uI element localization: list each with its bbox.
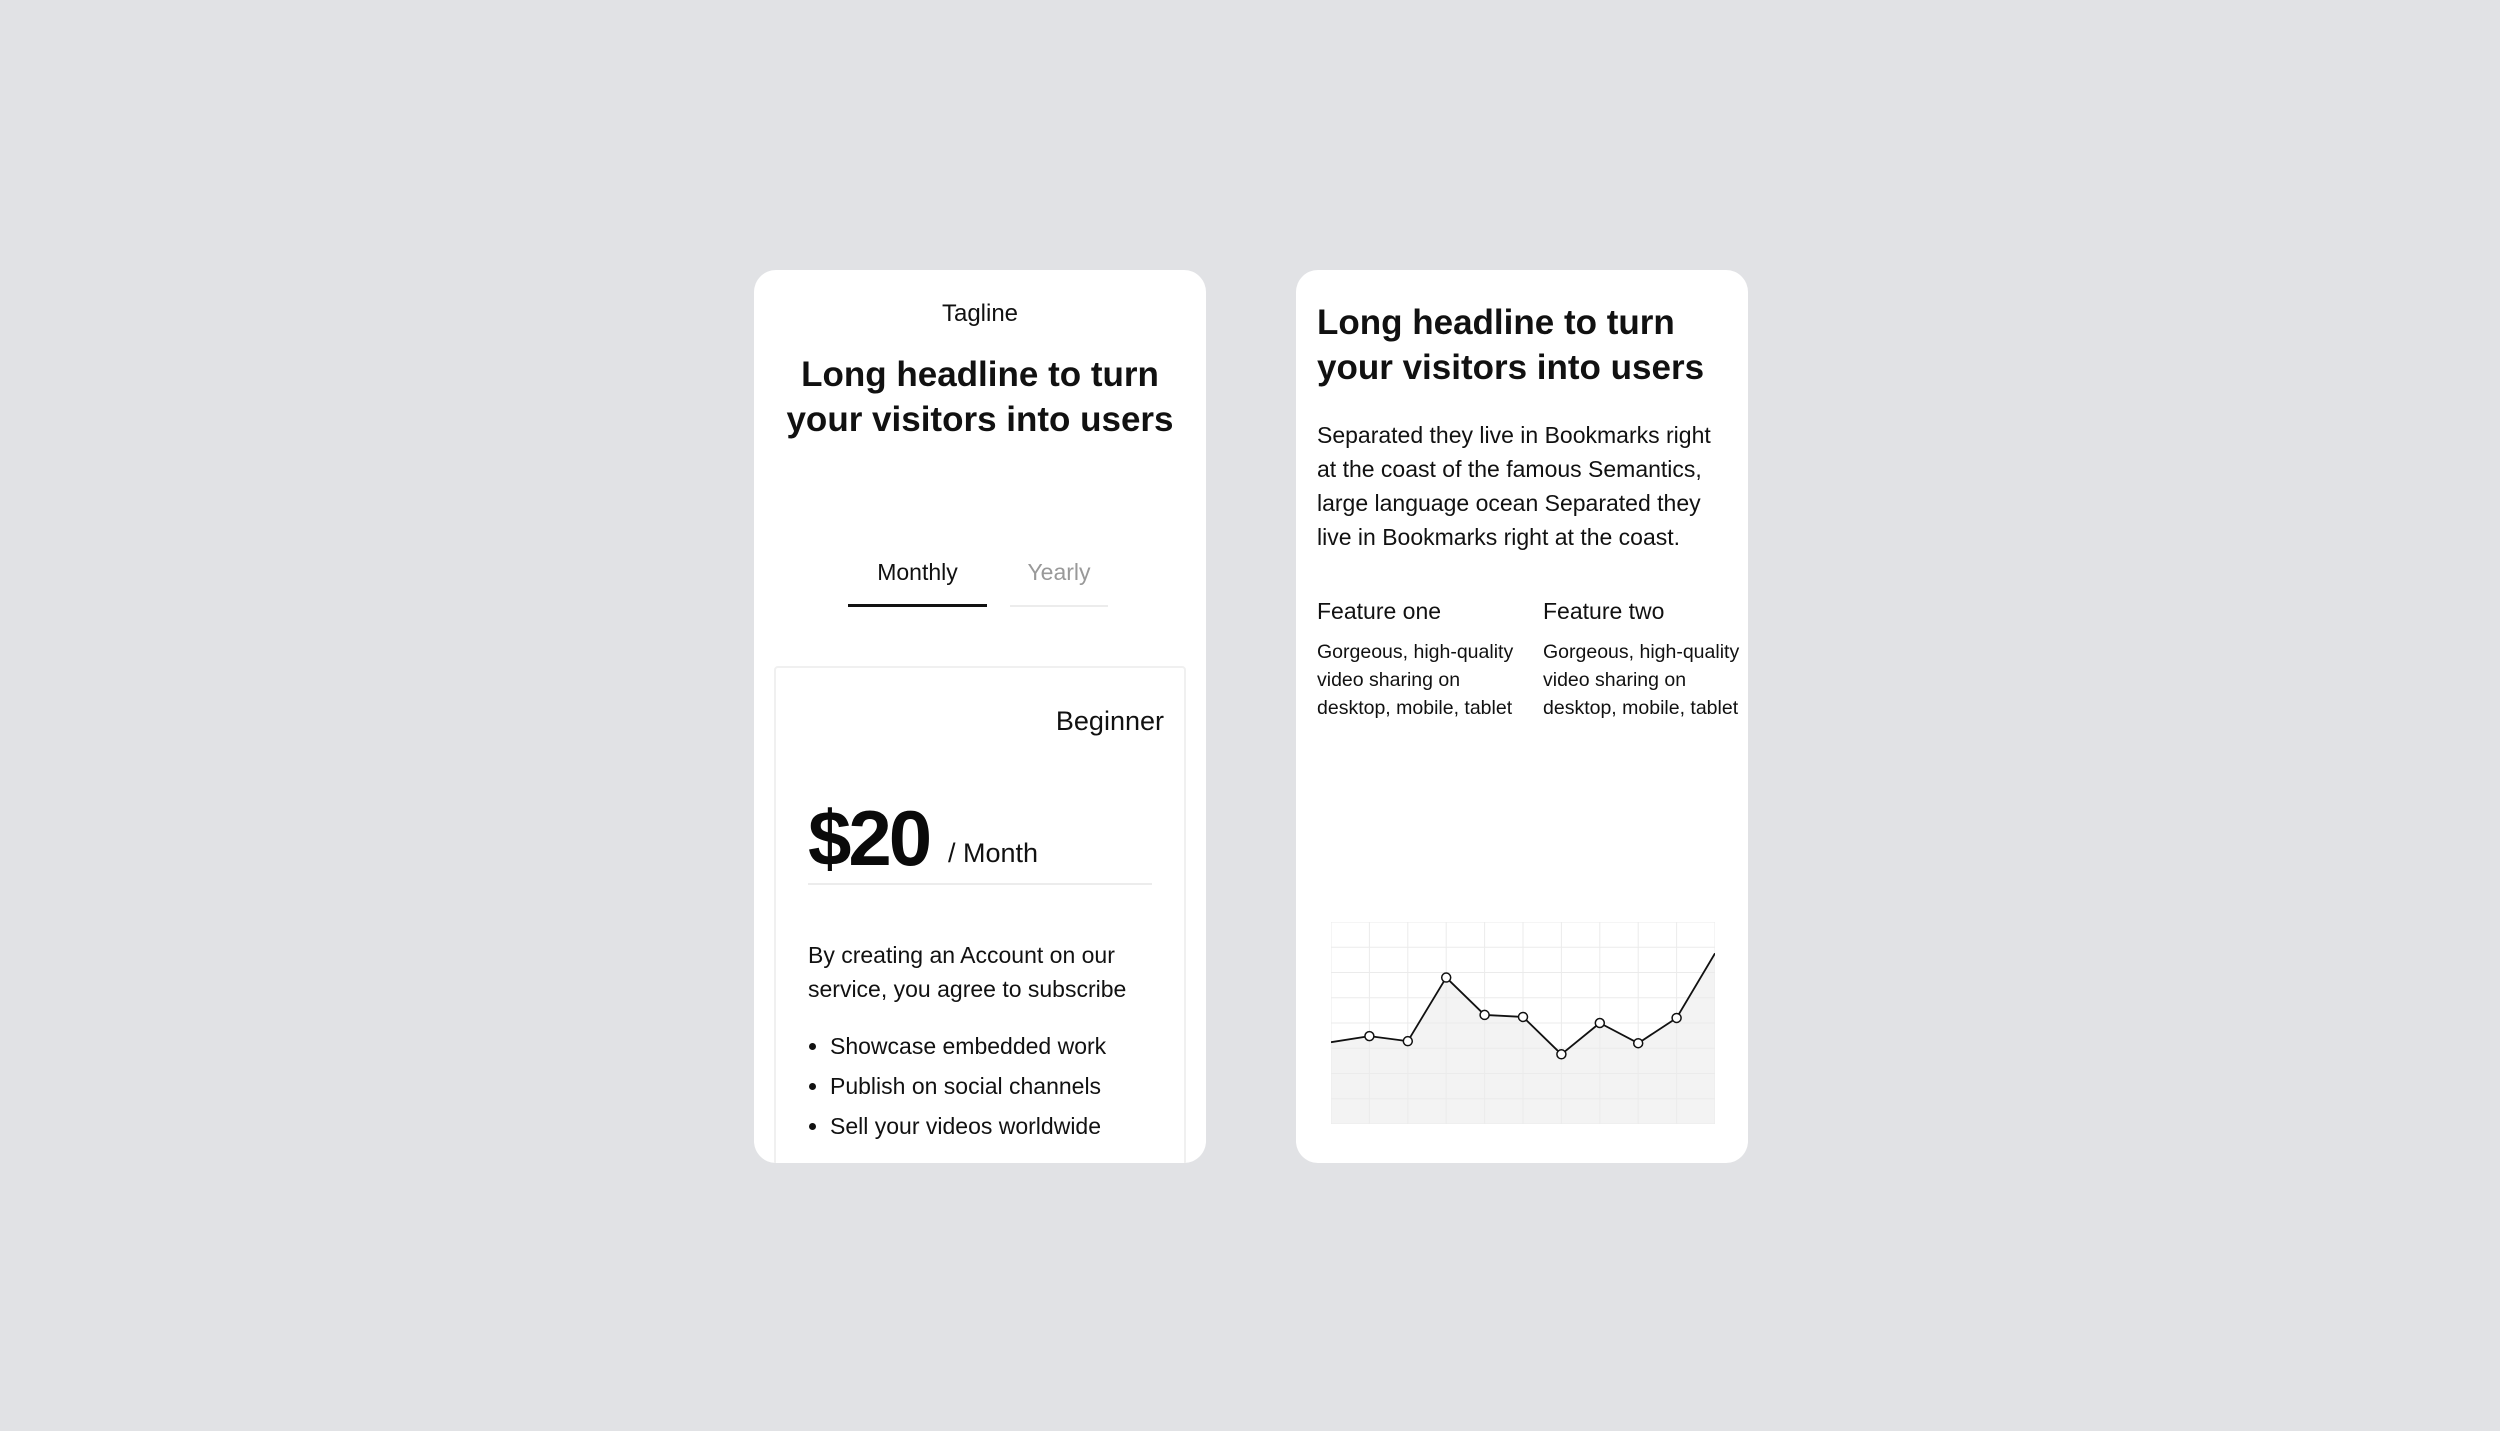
plan-box (774, 666, 1186, 1163)
chart-data-point (1403, 1037, 1412, 1046)
plan-price: $20 (808, 794, 930, 882)
list-item: • Showcase embedded work (830, 1026, 1106, 1066)
info-card (1296, 270, 1748, 1163)
feature-title: Feature two (1543, 598, 1665, 624)
feature-description: Gorgeous, high-quality video sharing on desktop, mobile, tablet (1543, 641, 1740, 719)
tab-monthly[interactable]: Monthly (848, 557, 987, 607)
chart-data-point (1442, 973, 1451, 982)
plan-period: / Month (948, 838, 1039, 868)
info-body-text: Separated they live in Bookmarks right at the coast of the famous Semantics, large language ocean Separated they live in Bookmarks right at the coast. (1317, 422, 1711, 550)
chart-data-point (1595, 1019, 1604, 1028)
chart-data-point (1672, 1013, 1681, 1022)
plan-feature-list (808, 1026, 1106, 1146)
chart-data-point (1557, 1050, 1566, 1059)
chart-data-point (1365, 1032, 1374, 1041)
chart-data-point (1480, 1010, 1489, 1019)
chart-data-point (1634, 1039, 1643, 1048)
feature-title: Feature one (1317, 598, 1442, 624)
list-item: • Publish on social channels (830, 1066, 1106, 1106)
chart-data-point (1519, 1012, 1528, 1021)
info-headline: Long headline to turn your visitors into users (1317, 303, 1705, 387)
feature-one (1317, 596, 1517, 722)
line-chart (1331, 922, 1715, 1124)
list-item: • Sell your videos worldwide (830, 1106, 1106, 1146)
tagline: Tagline (941, 300, 1019, 327)
feature-two (1543, 596, 1743, 722)
plan-agreement-text: By creating an Account on our service, you agree to subscribe (808, 942, 1127, 1002)
pricing-headline: Long headline to turn your visitors into users (786, 355, 1174, 439)
billing-period-tabs (754, 557, 1206, 607)
feature-description: Gorgeous, high-quality video sharing on desktop, mobile, tablet (1317, 641, 1514, 719)
plan-name: Beginner (1055, 706, 1164, 736)
pricing-card (754, 270, 1206, 1163)
tab-yearly[interactable]: Yearly (1010, 557, 1108, 607)
line-chart-svg (1331, 922, 1715, 1124)
price-row (808, 793, 1152, 885)
